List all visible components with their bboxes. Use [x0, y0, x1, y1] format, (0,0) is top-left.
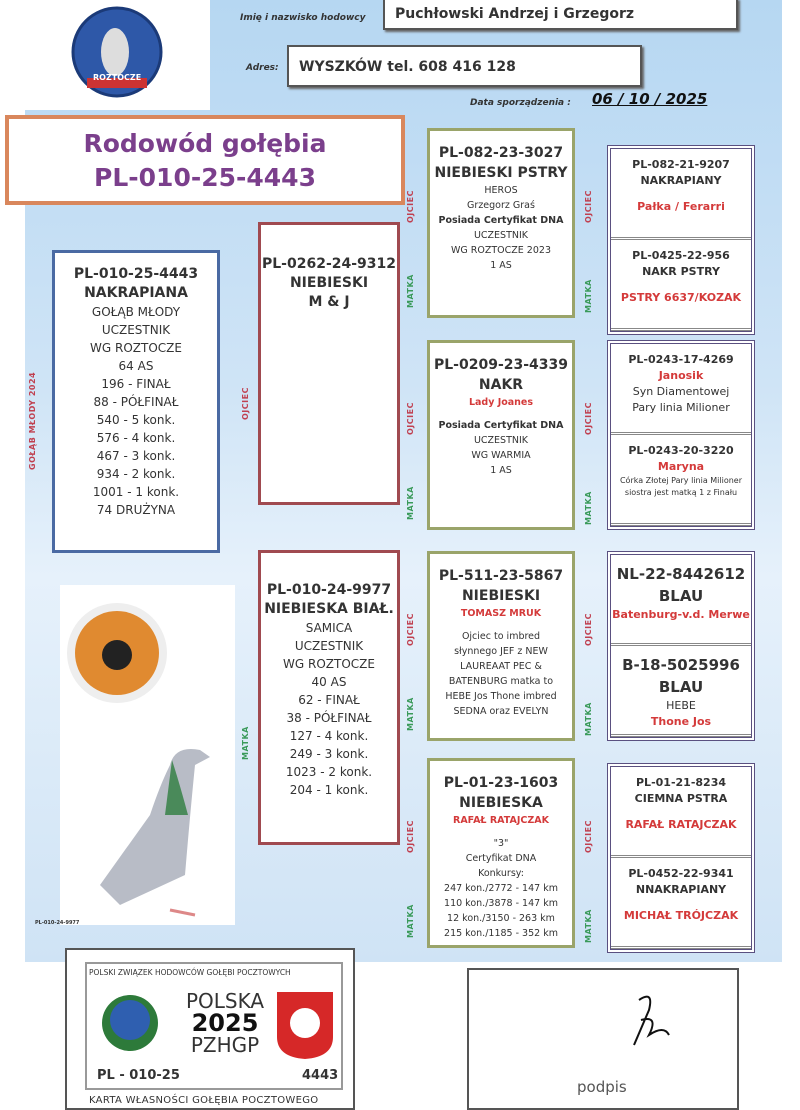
info-line: LAUREAAT PEC & [460, 661, 542, 672]
address-field: WYSZKÓW tel. 608 416 128 [287, 45, 642, 87]
stat-line: 38 - PÓŁFINAŁ [286, 711, 372, 725]
ring: PL-010-25-4443 [73, 266, 199, 282]
stat-line: 62 - FINAŁ [298, 693, 360, 707]
grandparent-box [427, 551, 575, 741]
great-grandparent-box [611, 435, 751, 526]
signature-label: podpis [577, 1078, 627, 1096]
grandparent-box [427, 128, 575, 318]
stat-line: 1001 - 1 konk. [92, 485, 180, 499]
ojciec-label: OJCIEC [584, 402, 593, 435]
info-line: HEROS [484, 185, 518, 196]
card-center [185, 990, 265, 1056]
stat-line: 88 - PÓŁFINAŁ [93, 395, 179, 409]
info-line: SEDNA oraz EVELYN [453, 706, 549, 717]
matka-label: MATKA [406, 904, 415, 938]
info-line: Ojciec to imbred [461, 631, 541, 642]
info-line: siostra jest matką 1 z Finału [624, 488, 738, 497]
signature-mark [619, 990, 679, 1050]
color: NAKR [478, 377, 524, 393]
breeder: RAFAŁ RATAJCZAK [453, 815, 549, 826]
stat-line: 467 - 3 konk. [96, 449, 176, 463]
great-grandparent-box [611, 240, 751, 331]
stat-line: UCZESTNIK [294, 639, 364, 653]
ring: NL-22-8442612 [616, 565, 746, 583]
info-line: WG ROZTOCZE 2023 [451, 245, 551, 256]
pigeon-photo [35, 585, 235, 926]
great-grandparent-box [611, 646, 751, 737]
matka-label: MATKA [584, 279, 593, 313]
card-abbr: PZHGP [190, 1033, 260, 1057]
stat-line: GOŁĄB MŁODY [91, 305, 181, 319]
card-ring-number: 4443 [302, 1068, 339, 1083]
pzhgp-logo [95, 988, 165, 1058]
great-grandparent-pair [607, 145, 755, 335]
breeder: TOMASZ MRUK [460, 608, 542, 619]
info-line: 110 kon./3878 - 147 km [444, 898, 558, 909]
matka-label: MATKA [584, 909, 593, 943]
date-label: Data sporządzenia : [470, 98, 571, 108]
breeder: Lady Joanes [468, 397, 534, 408]
info-line: UCZESTNIK [473, 435, 529, 446]
matka-label: MATKA [406, 697, 415, 731]
ojciec-label: OJCIEC [584, 613, 593, 646]
ojciec-label: OJCIEC [406, 613, 415, 646]
great-grandparent-pair [607, 763, 755, 953]
breeder: PSTRY 6637/KOZAK [620, 291, 742, 304]
stat-line: 540 - 5 konk. [96, 413, 176, 427]
info-line: 247 kon./2772 - 147 km [444, 883, 558, 894]
ring: B-18-5025996 [622, 656, 740, 674]
father-box [258, 222, 400, 505]
color: NIEBIESKI [461, 588, 541, 604]
ring: PL-0209-23-4339 [433, 357, 569, 373]
info-line: Grzegorz Graś [467, 200, 535, 211]
matka-label: MATKA [584, 702, 593, 736]
great-grandparent-box [611, 344, 751, 435]
ring: PL-01-21-8234 [636, 776, 726, 789]
great-grandparent-box [611, 858, 751, 949]
ring: PL-010-24-9977 [266, 582, 392, 598]
info-line: Pary linia Milioner [632, 401, 730, 414]
info-line: "3" [493, 838, 509, 849]
stat-line: 249 - 3 konk. [289, 747, 369, 761]
color: CIEMNA PSTRA [634, 792, 728, 805]
breeder: MICHAŁ TRÓJCZAK [623, 909, 739, 922]
great-grandparent-box [611, 555, 751, 646]
breeder: RAFAŁ RATAJCZAK [625, 818, 737, 831]
stat-line: 64 AS [118, 359, 154, 373]
grandparent-box [427, 340, 575, 530]
dna-note: Posiada Certyfikat DNA [438, 215, 564, 226]
ring: PL-0262-24-9312 [261, 256, 397, 272]
breeder-label: Imię i nazwisko hodowcy [240, 13, 366, 23]
breeder: Thone Jos [650, 715, 712, 728]
stat-line: 40 AS [311, 675, 347, 689]
signature-box [467, 968, 739, 1110]
stat-line: SAMICA [305, 621, 353, 635]
breeder-name-field: Puchłowski Andrzej i Grzegorz [383, 0, 738, 30]
main-pigeon-box [52, 250, 220, 553]
stat-line: 196 - FINAŁ [101, 377, 171, 391]
stat-line: WG ROZTOCZE [90, 341, 182, 355]
breeder: Batenburg-v.d. Merwe [612, 608, 750, 621]
info-line: WG WARMIA [471, 450, 531, 461]
info-line: HEBE [666, 699, 696, 712]
grandparent-box [427, 758, 575, 948]
info-line: 1 AS [490, 260, 512, 271]
young-pigeon-label: GOŁĄB MŁODY 2024 [28, 371, 37, 470]
color: NIEBIESKA BIAŁ. [264, 601, 394, 617]
ojciec-label: OJCIEC [406, 190, 415, 223]
color: NIEBIESKI PSTRY [434, 165, 568, 181]
matka-label: MATKA [584, 491, 593, 525]
color: NNAKRAPIANY [635, 883, 727, 896]
stat-line: 74 DRUŻYNA [96, 503, 176, 517]
info-line: Konkursy: [478, 868, 524, 879]
ring: PL-0243-17-4269 [628, 353, 734, 366]
ojciec-label: OJCIEC [584, 820, 593, 853]
matka-label: MATKA [406, 274, 415, 308]
address-label: Adres: [246, 63, 279, 73]
color: NIEBIESKI [289, 275, 369, 291]
pedigree-title [5, 115, 405, 205]
info-line: 1 AS [490, 465, 512, 476]
info-line: HEBE Jos Thone imbred [445, 691, 557, 702]
name: Janosik [658, 369, 704, 382]
stat-line: 1023 - 2 konk. [285, 765, 373, 779]
great-grandparent-box [611, 149, 751, 240]
stat-line: UCZESTNIK [101, 323, 171, 337]
ring: PL-511-23-5867 [438, 568, 564, 584]
ojciec-label: OJCIEC [406, 820, 415, 853]
color: BLAU [658, 587, 704, 605]
ring: PL-0425-22-956 [632, 249, 730, 262]
title-ring: PL-010-25-4443 [94, 163, 316, 192]
ring: PL-0243-20-3220 [628, 444, 734, 457]
great-grandparent-pair [607, 340, 755, 530]
ring: PL-082-23-3027 [438, 145, 564, 161]
color: NIEBIESKA [459, 795, 543, 811]
ring: PL-0452-22-9341 [628, 867, 734, 880]
ownership-card [65, 948, 355, 1110]
info-line: Córka Złotej Pary linia Milioner [619, 476, 743, 485]
matka-label: MATKA [406, 486, 415, 520]
ring: PL-082-21-9207 [632, 158, 730, 171]
title-line: Rodowód gołębia [83, 129, 327, 158]
stat-line: 934 - 2 konk. [96, 467, 176, 481]
name: M & J [308, 294, 350, 310]
stat-line: 204 - 1 konk. [289, 783, 369, 797]
date-value: 06 / 10 / 2025 [592, 90, 708, 108]
name: Maryna [657, 460, 705, 473]
color: NAKRAPIANY [640, 174, 722, 187]
matka-label: MATKA [241, 726, 250, 760]
ojciec-label: OJCIEC [406, 402, 415, 435]
card-footer: KARTA WŁASNOŚCI GOŁĘBIA POCZTOWEGO [89, 1095, 319, 1106]
great-grandparent-box [611, 767, 751, 858]
ojciec-label: OJCIEC [584, 190, 593, 223]
great-grandparent-pair [607, 551, 755, 741]
club-logo [25, 0, 210, 110]
info-line: słynnego JEF z NEW [454, 646, 548, 657]
card-country: POLSKA [185, 989, 265, 1013]
info-line: Syn Diamentowej [632, 385, 730, 398]
color: NAKRAPIANA [84, 285, 188, 301]
info-line: Certyfikat DNA [465, 853, 537, 864]
color: NAKR PSTRY [642, 265, 720, 278]
dna-note: Posiada Certyfikat DNA [438, 420, 564, 431]
breeder: Pałka / Ferarri [637, 200, 725, 213]
stat-line: 127 - 4 konk. [289, 729, 369, 743]
logo-text: ROZTOCZE [93, 73, 142, 82]
stat-line: 576 - 4 konk. [96, 431, 176, 445]
ojciec-label: OJCIEC [241, 387, 250, 420]
mother-box [258, 550, 400, 845]
info-line: BATENBURG matka to [448, 676, 554, 687]
info-line: 215 kon./1185 - 352 km [444, 928, 558, 939]
photo-ring: PL-010-24-9977 [35, 920, 80, 926]
color: BLAU [658, 678, 704, 696]
eagle-emblem-icon [275, 990, 335, 1060]
info-line: 12 kon./3150 - 263 km [447, 913, 555, 924]
ring: PL-01-23-1603 [443, 775, 559, 791]
info-line: UCZESTNIK [473, 230, 529, 241]
card-ring-prefix: PL - 010-25 [97, 1068, 180, 1083]
stat-line: WG ROZTOCZE [283, 657, 375, 671]
card-org: POLSKI ZWIĄZEK HODOWCÓW GOŁĘBI POCZTOWYCH [89, 968, 291, 977]
card-year: 2025 [191, 1009, 259, 1037]
